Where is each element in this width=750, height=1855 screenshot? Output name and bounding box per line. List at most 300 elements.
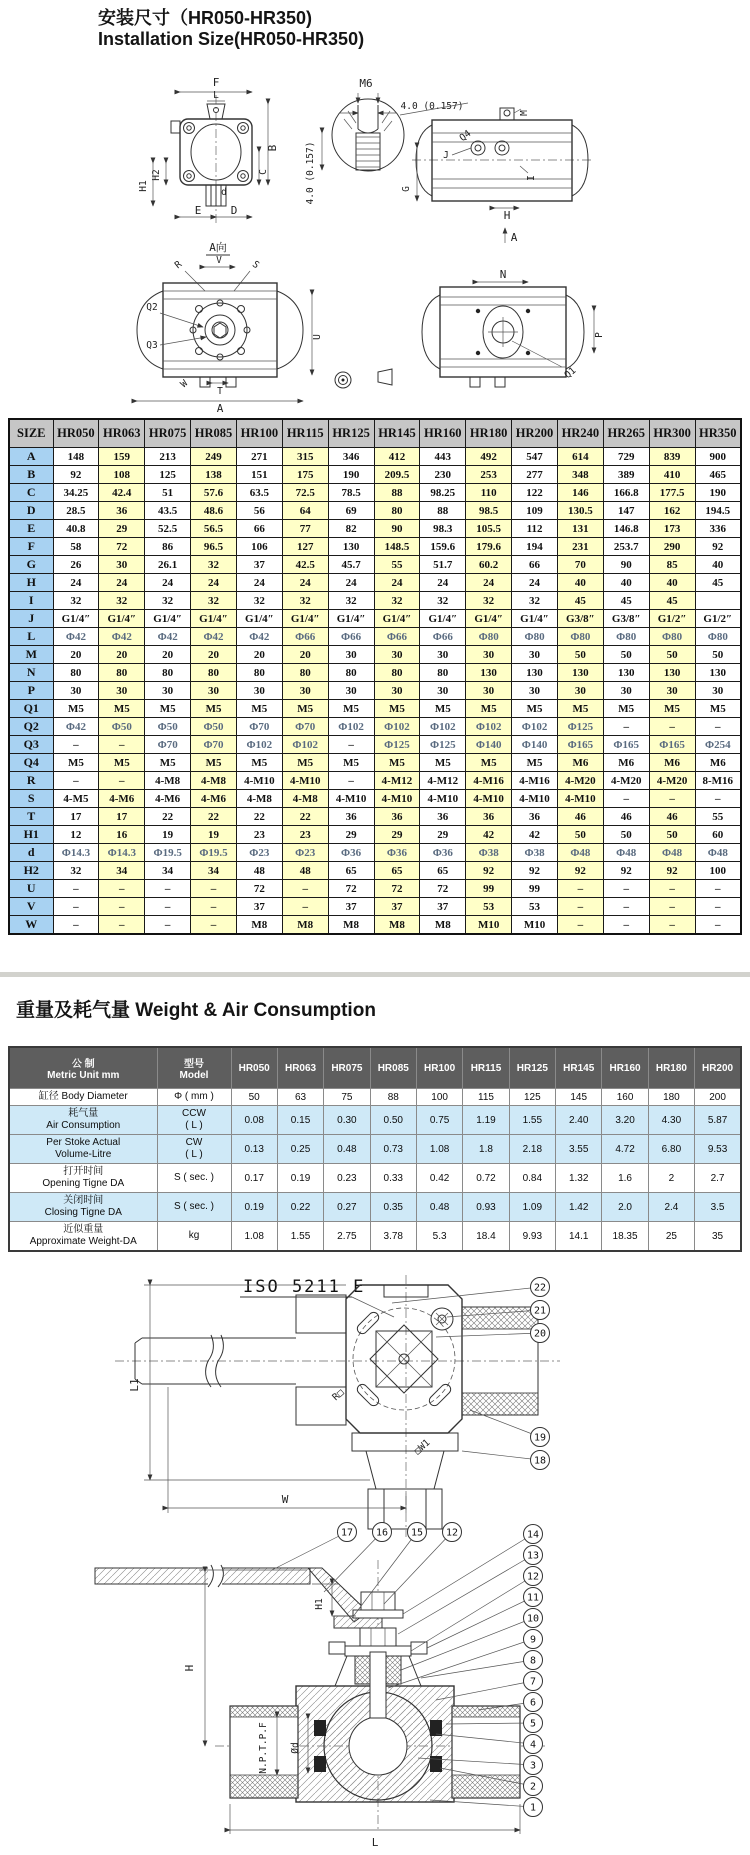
size-cell: 66	[236, 520, 282, 538]
weight-cell: 180	[648, 1089, 694, 1106]
size-cell: 4-M10	[236, 772, 282, 790]
callout-number: 18	[533, 1455, 547, 1467]
size-cell: 271	[236, 448, 282, 466]
size-cell: G3/8″	[557, 610, 603, 628]
dim-label: J	[443, 150, 449, 161]
size-col-header: HR350	[695, 419, 741, 448]
size-cell: 46	[603, 808, 649, 826]
size-cell: Φ80	[466, 628, 512, 646]
size-table-row	[9, 880, 741, 898]
weight-cell: 0.72	[463, 1164, 509, 1193]
size-cell: 80	[236, 664, 282, 682]
weight-cell: 0.35	[370, 1193, 416, 1222]
weight-table-row	[9, 1193, 741, 1222]
size-cell: 346	[328, 448, 374, 466]
size-cell: 69	[328, 502, 374, 520]
callout-number: 1	[529, 1802, 537, 1814]
size-cell: 37	[420, 898, 466, 916]
size-cell: 80	[328, 664, 374, 682]
dim-label: V	[216, 255, 222, 266]
size-cell: 24	[191, 574, 237, 592]
size-cell: 28.5	[53, 502, 99, 520]
size-cell: –	[603, 916, 649, 935]
callout-number: 17	[340, 1527, 354, 1539]
size-cell: 29	[420, 826, 466, 844]
size-cell: M5	[374, 754, 420, 772]
weight-row-unit: S ( sec. )	[157, 1164, 231, 1193]
size-cell: 90	[603, 556, 649, 574]
size-cell: –	[649, 916, 695, 935]
weight-table-row	[9, 1222, 741, 1252]
size-cell: 34	[191, 862, 237, 880]
callout-number: 22	[533, 1282, 547, 1294]
size-cell: 106	[236, 538, 282, 556]
callout-12	[411, 1567, 543, 1652]
seat	[314, 1720, 326, 1736]
size-cell: 30	[374, 646, 420, 664]
size-cell: 45	[695, 574, 741, 592]
dim-label: F	[212, 76, 220, 89]
callout-number: 10	[526, 1613, 540, 1625]
size-cell: 30	[512, 646, 558, 664]
dim-label: B	[266, 144, 279, 152]
size-cell: 465	[695, 466, 741, 484]
size-cell: Φ70	[282, 718, 328, 736]
weight-cell: 0.48	[324, 1135, 370, 1164]
size-cell: Φ36	[374, 844, 420, 862]
size-cell: –	[53, 880, 99, 898]
size-cell: 175	[282, 466, 328, 484]
size-cell: 80	[282, 664, 328, 682]
weight-cell: 50	[231, 1089, 277, 1106]
callout-10	[401, 1609, 543, 1671]
size-table-header-row	[9, 419, 741, 448]
size-table-row	[9, 790, 741, 808]
size-cell: 20	[236, 646, 282, 664]
size-cell: 389	[603, 466, 649, 484]
size-cell: 4-M6	[191, 790, 237, 808]
size-col-header: HR100	[236, 419, 282, 448]
weight-cell: 0.73	[370, 1135, 416, 1164]
side-view	[401, 108, 592, 244]
size-cell: M8	[420, 916, 466, 935]
size-cell: 30	[53, 682, 99, 700]
weight-col-header: HR180	[648, 1047, 694, 1089]
size-row-label: F	[9, 538, 53, 556]
size-cell: M8	[374, 916, 420, 935]
seat	[430, 1756, 442, 1772]
size-cell: 96.5	[191, 538, 237, 556]
size-cell: 80	[99, 664, 145, 682]
size-row-label: Q3	[9, 736, 53, 754]
weight-cell: 2.7	[695, 1164, 741, 1193]
size-cell: Φ19.5	[191, 844, 237, 862]
size-cell: 30	[328, 646, 374, 664]
size-cell: Φ102	[466, 718, 512, 736]
dim-label: Q1	[562, 365, 579, 381]
weight-table-header-row	[9, 1047, 741, 1089]
size-cell: Φ66	[328, 628, 374, 646]
seat	[314, 1756, 326, 1772]
size-cell: 57.6	[191, 484, 237, 502]
size-cell: 40.8	[53, 520, 99, 538]
size-cell: 48	[282, 862, 328, 880]
size-cell: 190	[695, 484, 741, 502]
detail-view	[305, 77, 468, 204]
size-cell: 30	[374, 682, 420, 700]
size-cell: 4-M8	[282, 790, 328, 808]
dim-label: H1	[138, 180, 149, 192]
size-table-row	[9, 808, 741, 826]
size-cell: 100	[695, 862, 741, 880]
size-cell: M6	[603, 754, 649, 772]
size-cell: 24	[420, 574, 466, 592]
size-cell: 32	[282, 592, 328, 610]
size-cell: 614	[557, 448, 603, 466]
valve-section-drawing	[0, 1520, 750, 1855]
size-cell: –	[557, 916, 603, 935]
size-cell: Φ102	[420, 718, 466, 736]
size-cell: 109	[512, 502, 558, 520]
size-cell: 32	[466, 592, 512, 610]
size-cell: 16	[99, 826, 145, 844]
size-cell: Φ140	[512, 736, 558, 754]
size-cell: 32	[191, 556, 237, 574]
size-cell: 4-M8	[145, 772, 191, 790]
weight-cell: 0.30	[324, 1106, 370, 1135]
size-cell: –	[649, 790, 695, 808]
weight-cell: 2.18	[509, 1135, 555, 1164]
size-cell: 45.7	[328, 556, 374, 574]
weight-cell: 160	[602, 1089, 648, 1106]
size-cell: 80	[374, 502, 420, 520]
size-cell: 412	[374, 448, 420, 466]
size-cell: Φ36	[328, 844, 374, 862]
size-row-label: W	[9, 916, 53, 935]
size-row-label: I	[9, 592, 53, 610]
size-cell: 24	[145, 574, 191, 592]
weight-cell: 100	[416, 1089, 462, 1106]
size-table-row	[9, 610, 741, 628]
size-table-row	[9, 448, 741, 466]
size-cell: G1/2″	[649, 610, 695, 628]
size-cell: 29	[374, 826, 420, 844]
size-cell: 4-M16	[512, 772, 558, 790]
callout-9	[388, 1630, 543, 1689]
size-cell: 60	[695, 826, 741, 844]
size-cell: M8	[282, 916, 328, 935]
size-cell: 88	[420, 502, 466, 520]
weight-cell: 4.30	[648, 1106, 694, 1135]
callout-number: 16	[375, 1527, 389, 1539]
size-cell: 127	[282, 538, 328, 556]
size-cell: –	[53, 898, 99, 916]
weight-row-unit: CW ( L )	[157, 1135, 231, 1164]
size-cell: 4-M20	[603, 772, 649, 790]
dim-label: N	[499, 268, 507, 281]
callout-number: 11	[526, 1592, 540, 1604]
size-cell: Φ14.3	[53, 844, 99, 862]
size-cell: 179.6	[466, 538, 512, 556]
size-cell: 4-M12	[374, 772, 420, 790]
size-cell: 56.5	[191, 520, 237, 538]
size-row-label: H1	[9, 826, 53, 844]
size-table-row	[9, 646, 741, 664]
weight-cell: 0.84	[509, 1164, 555, 1193]
weight-cell: 1.42	[556, 1193, 602, 1222]
size-cell: –	[603, 880, 649, 898]
size-table-row	[9, 466, 741, 484]
size-cell: 24	[236, 574, 282, 592]
size-cell: –	[649, 718, 695, 736]
size-cell: 80	[374, 664, 420, 682]
size-cell: G1/4″	[374, 610, 420, 628]
size-cell: –	[145, 880, 191, 898]
size-cell: 146	[557, 484, 603, 502]
weight-row-label: Per Stoke Actual Volume-Litre	[9, 1135, 157, 1164]
size-cell: Φ70	[236, 718, 282, 736]
weight-cell: 0.22	[277, 1193, 323, 1222]
callout-number: 19	[533, 1432, 547, 1444]
size-cell: M5	[374, 700, 420, 718]
size-cell: 80	[191, 664, 237, 682]
weight-cell: 0.08	[231, 1106, 277, 1135]
size-cell: 4-M12	[420, 772, 466, 790]
size-cell: 72	[420, 880, 466, 898]
size-cell: –	[282, 898, 328, 916]
dim-label: □W1	[412, 1437, 433, 1457]
size-cell: 32	[99, 592, 145, 610]
size-cell: 36	[374, 808, 420, 826]
size-cell: 24	[99, 574, 145, 592]
size-cell: 30	[236, 682, 282, 700]
weight-cell: 3.20	[602, 1106, 648, 1135]
weight-cell: 18.35	[602, 1222, 648, 1252]
size-cell: M5	[695, 700, 741, 718]
size-cell: Φ66	[420, 628, 466, 646]
size-row-label: A	[9, 448, 53, 466]
weight-cell: 4.72	[602, 1135, 648, 1164]
size-cell: 36	[99, 502, 145, 520]
title-en: Installation Size(HR050-HR350)	[98, 29, 365, 49]
size-cell: 77	[282, 520, 328, 538]
weight-row-label: 缸径 Body Diameter	[9, 1089, 157, 1106]
size-cell: 4-M6	[99, 790, 145, 808]
dim-label: Q3	[146, 340, 158, 351]
size-cell: 51.7	[420, 556, 466, 574]
size-cell: 30	[145, 682, 191, 700]
size-cell: 43.5	[145, 502, 191, 520]
weight-cell: 1.09	[509, 1193, 555, 1222]
size-row-label: L	[9, 628, 53, 646]
size-table-row	[9, 538, 741, 556]
cone-symbol	[378, 369, 392, 385]
size-table-row	[9, 682, 741, 700]
size-cell: 82	[328, 520, 374, 538]
size-cell: 32	[328, 592, 374, 610]
size-cell: Φ50	[145, 718, 191, 736]
size-cell: 23	[236, 826, 282, 844]
size-cell: 315	[282, 448, 328, 466]
size-cell: Φ14.3	[99, 844, 145, 862]
size-cell: G1/4″	[53, 610, 99, 628]
size-table-row	[9, 520, 741, 538]
size-cell: M5	[649, 700, 695, 718]
size-cell: 148	[53, 448, 99, 466]
size-cell: M5	[99, 754, 145, 772]
size-cell: 4-M10	[466, 790, 512, 808]
size-cell: –	[99, 736, 145, 754]
size-cell: 98.3	[420, 520, 466, 538]
dim-label: W	[281, 1493, 289, 1506]
weight-cell: 0.93	[463, 1193, 509, 1222]
size-cell: –	[191, 916, 237, 935]
size-cell: 34	[99, 862, 145, 880]
view-label: A向	[209, 241, 227, 254]
dim-label: W	[178, 378, 191, 391]
size-cell: 253.7	[603, 538, 649, 556]
size-cell: 32	[53, 592, 99, 610]
size-col-header: HR115	[282, 419, 328, 448]
size-cell: 65	[328, 862, 374, 880]
size-row-label: N	[9, 664, 53, 682]
size-cell: –	[99, 916, 145, 935]
weight-cell: 75	[324, 1089, 370, 1106]
size-cell: M5	[466, 754, 512, 772]
weight-cell: 2.40	[556, 1106, 602, 1135]
size-cell: –	[328, 772, 374, 790]
weight-col-header: HR160	[602, 1047, 648, 1089]
dim-label: H1	[314, 1598, 325, 1610]
weight-row-label: 耗气量 Air Consumption	[9, 1106, 157, 1135]
size-cell: 22	[236, 808, 282, 826]
weight-cell: 0.27	[324, 1193, 370, 1222]
size-cell: 63.5	[236, 484, 282, 502]
dim-label: A	[216, 402, 224, 415]
dim-label: D	[230, 204, 238, 217]
size-cell: Φ42	[191, 628, 237, 646]
size-cell: M5	[145, 754, 191, 772]
size-cell: 51	[145, 484, 191, 502]
size-cell: –	[695, 790, 741, 808]
size-cell: Φ80	[695, 628, 741, 646]
size-cell: 40	[649, 574, 695, 592]
weight-col-header: HR085	[370, 1047, 416, 1089]
size-cell: 30	[420, 682, 466, 700]
size-cell: 194.5	[695, 502, 741, 520]
weight-col-header: HR050	[231, 1047, 277, 1089]
size-cell: 36	[328, 808, 374, 826]
weight-cell: 3.78	[370, 1222, 416, 1252]
size-cell: M5	[512, 700, 558, 718]
weight-cell: 115	[463, 1089, 509, 1106]
size-table	[8, 418, 742, 935]
size-col-header: HR145	[374, 419, 420, 448]
size-cell: 50	[557, 646, 603, 664]
size-cell: 17	[99, 808, 145, 826]
weight-col-header: HR125	[509, 1047, 555, 1089]
size-cell: 20	[53, 646, 99, 664]
weight-cell: 18.4	[463, 1222, 509, 1252]
size-cell: 277	[512, 466, 558, 484]
size-cell: –	[695, 898, 741, 916]
ball-bore	[349, 1717, 407, 1775]
size-row-label: Q4	[9, 754, 53, 772]
title-zh: 安装尺寸（HR050-HR350)	[98, 8, 313, 28]
weight-col-header: HR115	[463, 1047, 509, 1089]
size-cell: 177.5	[649, 484, 695, 502]
size-cell: 17	[53, 808, 99, 826]
size-cell: 46	[649, 808, 695, 826]
size-cell: 72.5	[282, 484, 328, 502]
size-cell: M10	[466, 916, 512, 935]
size-cell: 19	[145, 826, 191, 844]
size-table-row	[9, 574, 741, 592]
size-cell: 22	[191, 808, 237, 826]
size-cell: 32	[53, 862, 99, 880]
size-cell: –	[603, 718, 649, 736]
size-cell: –	[328, 736, 374, 754]
size-cell: 30	[466, 682, 512, 700]
size-cell: G1/4″	[236, 610, 282, 628]
size-cell: 4-M6	[145, 790, 191, 808]
size-cell: M5	[328, 754, 374, 772]
size-cell: 290	[649, 538, 695, 556]
callout-number: 12	[445, 1527, 459, 1539]
weight-cell: 0.50	[370, 1106, 416, 1135]
weight-cell: 200	[695, 1089, 741, 1106]
size-cell: 30	[328, 682, 374, 700]
size-cell: 55	[374, 556, 420, 574]
weight-cell: 6.80	[648, 1135, 694, 1164]
weight-cell: 125	[509, 1089, 555, 1106]
size-cell: 80	[420, 664, 466, 682]
size-cell: –	[603, 790, 649, 808]
size-cell: 72	[236, 880, 282, 898]
size-cell: 40	[695, 556, 741, 574]
size-cell: 30	[603, 682, 649, 700]
size-cell: 112	[512, 520, 558, 538]
weight-cell: 0.25	[277, 1135, 323, 1164]
size-cell: Φ254	[695, 736, 741, 754]
size-cell: 12	[53, 826, 99, 844]
callout-number: 21	[533, 1305, 547, 1317]
size-cell: 190	[328, 466, 374, 484]
size-cell: 92	[603, 862, 649, 880]
size-cell: 166.8	[603, 484, 649, 502]
weight-row-unit: kg	[157, 1222, 231, 1252]
size-col-header: HR300	[649, 419, 695, 448]
size-cell: M10	[512, 916, 558, 935]
weight-col-header: HR075	[324, 1047, 370, 1089]
weight-cell: 145	[556, 1089, 602, 1106]
size-cell: 443	[420, 448, 466, 466]
seat	[430, 1720, 442, 1736]
size-cell: G1/4″	[512, 610, 558, 628]
size-table-row	[9, 484, 741, 502]
size-cell: –	[649, 880, 695, 898]
size-cell: –	[53, 916, 99, 935]
weight-cell: 0.13	[231, 1135, 277, 1164]
iso-standard-label: ISO 5211 E	[243, 1277, 366, 1297]
size-cell: 65	[420, 862, 466, 880]
size-cell: M5	[282, 700, 328, 718]
size-cell: 55	[695, 808, 741, 826]
size-cell: 110	[466, 484, 512, 502]
size-cell: M6	[695, 754, 741, 772]
size-cell: –	[53, 772, 99, 790]
installation-drawing	[0, 45, 750, 415]
